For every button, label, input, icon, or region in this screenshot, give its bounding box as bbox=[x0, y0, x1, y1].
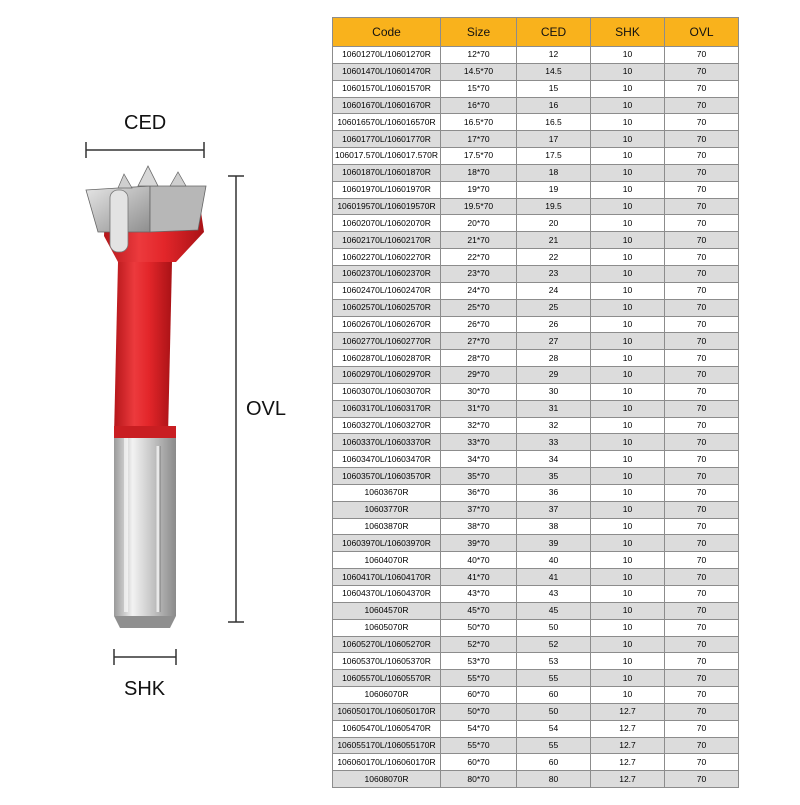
table-row bbox=[333, 636, 739, 653]
table-row bbox=[333, 771, 739, 788]
cell-code: 10606070R bbox=[333, 687, 441, 704]
table-row bbox=[333, 333, 739, 350]
cell-code: 10603670R bbox=[333, 484, 441, 501]
cell-shk: 10 bbox=[591, 417, 665, 434]
cell-code: 10605570L/10605570R bbox=[333, 670, 441, 687]
cell-code: 10605470L/10605470R bbox=[333, 720, 441, 737]
cell-shk: 10 bbox=[591, 653, 665, 670]
cell-size: 50*70 bbox=[441, 703, 517, 720]
cell-size: 25*70 bbox=[441, 299, 517, 316]
table-row bbox=[333, 653, 739, 670]
cell-ovl: 70 bbox=[665, 535, 739, 552]
table-row bbox=[333, 80, 739, 97]
cell-size: 30*70 bbox=[441, 383, 517, 400]
cell-ovl: 70 bbox=[665, 636, 739, 653]
table-row bbox=[333, 316, 739, 333]
table-row bbox=[333, 299, 739, 316]
table-row bbox=[333, 687, 739, 704]
table-row bbox=[333, 451, 739, 468]
cell-ovl: 70 bbox=[665, 350, 739, 367]
cell-shk: 12.7 bbox=[591, 737, 665, 754]
cell-shk: 10 bbox=[591, 97, 665, 114]
cell-size: 50*70 bbox=[441, 619, 517, 636]
cell-code: 10601570L/10601570R bbox=[333, 80, 441, 97]
table-row bbox=[333, 468, 739, 485]
cell-ced: 29 bbox=[517, 367, 591, 384]
cell-size: 14.5*70 bbox=[441, 63, 517, 80]
cell-size: 80*70 bbox=[441, 771, 517, 788]
cell-ovl: 70 bbox=[665, 131, 739, 148]
shk-dimension-line bbox=[114, 649, 176, 665]
cell-shk: 10 bbox=[591, 249, 665, 266]
cell-ced: 21 bbox=[517, 232, 591, 249]
cell-size: 21*70 bbox=[441, 232, 517, 249]
table-row bbox=[333, 501, 739, 518]
table-row bbox=[333, 400, 739, 417]
cell-size: 39*70 bbox=[441, 535, 517, 552]
cell-ovl: 70 bbox=[665, 299, 739, 316]
table-row bbox=[333, 518, 739, 535]
cell-shk: 10 bbox=[591, 114, 665, 131]
cell-size: 27*70 bbox=[441, 333, 517, 350]
cell-shk: 10 bbox=[591, 569, 665, 586]
cell-size: 54*70 bbox=[441, 720, 517, 737]
ced-dimension-line bbox=[86, 142, 204, 158]
cell-ced: 38 bbox=[517, 518, 591, 535]
cell-ovl: 70 bbox=[665, 417, 739, 434]
cell-size: 45*70 bbox=[441, 602, 517, 619]
header-shk: SHK bbox=[591, 18, 665, 47]
cell-ovl: 70 bbox=[665, 687, 739, 704]
header-ced: CED bbox=[517, 18, 591, 47]
cell-ced: 16.5 bbox=[517, 114, 591, 131]
table-row bbox=[333, 215, 739, 232]
cell-ced: 53 bbox=[517, 653, 591, 670]
cell-code: 10601270L/10601270R bbox=[333, 47, 441, 64]
table-row bbox=[333, 164, 739, 181]
cell-ced: 39 bbox=[517, 535, 591, 552]
cell-shk: 10 bbox=[591, 47, 665, 64]
cell-ovl: 70 bbox=[665, 198, 739, 215]
table-row bbox=[333, 586, 739, 603]
table-row bbox=[333, 131, 739, 148]
cell-code: 10604170L/10604170R bbox=[333, 569, 441, 586]
cell-ovl: 70 bbox=[665, 619, 739, 636]
cell-code: 106016570L/106016570R bbox=[333, 114, 441, 131]
cell-ovl: 70 bbox=[665, 383, 739, 400]
cell-ced: 35 bbox=[517, 468, 591, 485]
cell-ced: 36 bbox=[517, 484, 591, 501]
cell-code: 10603070L/10603070R bbox=[333, 383, 441, 400]
cell-size: 38*70 bbox=[441, 518, 517, 535]
table-row bbox=[333, 265, 739, 282]
cell-ced: 16 bbox=[517, 97, 591, 114]
cell-size: 12*70 bbox=[441, 47, 517, 64]
table-row bbox=[333, 249, 739, 266]
cell-ovl: 70 bbox=[665, 720, 739, 737]
cell-code: 10608070R bbox=[333, 771, 441, 788]
table-row bbox=[333, 63, 739, 80]
drill-bit-illustration bbox=[0, 0, 320, 800]
cell-ced: 17.5 bbox=[517, 148, 591, 165]
cell-size: 22*70 bbox=[441, 249, 517, 266]
table-row bbox=[333, 569, 739, 586]
cell-ovl: 70 bbox=[665, 114, 739, 131]
cell-size: 16*70 bbox=[441, 97, 517, 114]
cell-shk: 10 bbox=[591, 63, 665, 80]
cell-size: 24*70 bbox=[441, 282, 517, 299]
cell-shk: 10 bbox=[591, 400, 665, 417]
cell-size: 55*70 bbox=[441, 737, 517, 754]
cell-ced: 55 bbox=[517, 670, 591, 687]
table-row bbox=[333, 114, 739, 131]
cell-ced: 28 bbox=[517, 350, 591, 367]
cell-code: 10605270L/10605270R bbox=[333, 636, 441, 653]
shk-label: SHK bbox=[124, 678, 166, 700]
table-row bbox=[333, 282, 739, 299]
header-size: Size bbox=[441, 18, 517, 47]
cell-size: 43*70 bbox=[441, 586, 517, 603]
cell-ced: 26 bbox=[517, 316, 591, 333]
cell-size: 19.5*70 bbox=[441, 198, 517, 215]
cell-shk: 10 bbox=[591, 232, 665, 249]
cell-size: 15*70 bbox=[441, 80, 517, 97]
cell-code: 10602370L/10602370R bbox=[333, 265, 441, 282]
cell-shk: 10 bbox=[591, 148, 665, 165]
table-row bbox=[333, 198, 739, 215]
cell-ovl: 70 bbox=[665, 265, 739, 282]
cell-ovl: 70 bbox=[665, 80, 739, 97]
cell-ovl: 70 bbox=[665, 552, 739, 569]
cell-ced: 32 bbox=[517, 417, 591, 434]
cell-ced: 19.5 bbox=[517, 198, 591, 215]
cell-ovl: 70 bbox=[665, 586, 739, 603]
cell-code: 10602570L/10602570R bbox=[333, 299, 441, 316]
cell-ced: 43 bbox=[517, 586, 591, 603]
table-row bbox=[333, 181, 739, 198]
cell-code: 10602970L/10602970R bbox=[333, 367, 441, 384]
cell-shk: 10 bbox=[591, 333, 665, 350]
cell-ced: 80 bbox=[517, 771, 591, 788]
table-header-row bbox=[333, 18, 739, 47]
cell-shk: 10 bbox=[591, 282, 665, 299]
cell-ovl: 70 bbox=[665, 282, 739, 299]
cell-code: 10604370L/10604370R bbox=[333, 586, 441, 603]
cell-size: 60*70 bbox=[441, 754, 517, 771]
cell-size: 28*70 bbox=[441, 350, 517, 367]
cell-ced: 24 bbox=[517, 282, 591, 299]
cell-shk: 10 bbox=[591, 265, 665, 282]
cell-size: 23*70 bbox=[441, 265, 517, 282]
cell-shk: 10 bbox=[591, 316, 665, 333]
cell-code: 10602670L/10602670R bbox=[333, 316, 441, 333]
cell-ovl: 70 bbox=[665, 451, 739, 468]
cell-code: 10602070L/10602070R bbox=[333, 215, 441, 232]
cell-ced: 20 bbox=[517, 215, 591, 232]
cell-size: 40*70 bbox=[441, 552, 517, 569]
cell-code: 10601970L/10601970R bbox=[333, 181, 441, 198]
table-row bbox=[333, 754, 739, 771]
cell-ovl: 70 bbox=[665, 97, 739, 114]
spec-table bbox=[332, 17, 739, 788]
cell-ovl: 70 bbox=[665, 754, 739, 771]
cell-shk: 10 bbox=[591, 670, 665, 687]
cell-shk: 12.7 bbox=[591, 720, 665, 737]
cell-size: 18*70 bbox=[441, 164, 517, 181]
table-body bbox=[333, 47, 739, 788]
table-row bbox=[333, 148, 739, 165]
cell-ovl: 70 bbox=[665, 333, 739, 350]
cell-ced: 30 bbox=[517, 383, 591, 400]
cell-ovl: 70 bbox=[665, 249, 739, 266]
cell-ovl: 70 bbox=[665, 468, 739, 485]
table-row bbox=[333, 434, 739, 451]
cell-shk: 10 bbox=[591, 451, 665, 468]
cell-ovl: 70 bbox=[665, 501, 739, 518]
cell-code: 10603370L/10603370R bbox=[333, 434, 441, 451]
cell-ovl: 70 bbox=[665, 737, 739, 754]
cell-code: 10602170L/10602170R bbox=[333, 232, 441, 249]
cell-ced: 50 bbox=[517, 619, 591, 636]
cell-shk: 10 bbox=[591, 350, 665, 367]
cell-ovl: 70 bbox=[665, 367, 739, 384]
table-row bbox=[333, 552, 739, 569]
cell-size: 17.5*70 bbox=[441, 148, 517, 165]
cell-code: 10603270L/10603270R bbox=[333, 417, 441, 434]
cell-code: 10601470L/10601470R bbox=[333, 63, 441, 80]
cell-ced: 18 bbox=[517, 164, 591, 181]
table-row bbox=[333, 670, 739, 687]
table-row bbox=[333, 737, 739, 754]
cell-size: 26*70 bbox=[441, 316, 517, 333]
cell-size: 16.5*70 bbox=[441, 114, 517, 131]
cell-shk: 10 bbox=[591, 383, 665, 400]
cell-shk: 10 bbox=[591, 299, 665, 316]
cell-code: 106050170L/106050170R bbox=[333, 703, 441, 720]
cell-ced: 15 bbox=[517, 80, 591, 97]
cell-size: 34*70 bbox=[441, 451, 517, 468]
cell-ced: 19 bbox=[517, 181, 591, 198]
cell-code: 106055170L/106055170R bbox=[333, 737, 441, 754]
table-row bbox=[333, 367, 739, 384]
cell-shk: 10 bbox=[591, 198, 665, 215]
cell-shk: 12.7 bbox=[591, 703, 665, 720]
table-row bbox=[333, 383, 739, 400]
cell-ced: 14.5 bbox=[517, 63, 591, 80]
cell-ovl: 70 bbox=[665, 670, 739, 687]
cell-shk: 10 bbox=[591, 518, 665, 535]
cell-size: 32*70 bbox=[441, 417, 517, 434]
cell-code: 10604070R bbox=[333, 552, 441, 569]
cell-ced: 34 bbox=[517, 451, 591, 468]
cell-shk: 10 bbox=[591, 181, 665, 198]
cell-shk: 10 bbox=[591, 484, 665, 501]
cell-code: 10603770R bbox=[333, 501, 441, 518]
cell-code: 10602770L/10602770R bbox=[333, 333, 441, 350]
table-row bbox=[333, 720, 739, 737]
cell-size: 31*70 bbox=[441, 400, 517, 417]
cell-ovl: 70 bbox=[665, 148, 739, 165]
cell-code: 10601670L/10601670R bbox=[333, 97, 441, 114]
cell-ovl: 70 bbox=[665, 181, 739, 198]
cell-size: 20*70 bbox=[441, 215, 517, 232]
cell-size: 29*70 bbox=[441, 367, 517, 384]
table-row bbox=[333, 350, 739, 367]
cell-ovl: 70 bbox=[665, 484, 739, 501]
cell-ovl: 70 bbox=[665, 316, 739, 333]
table-row bbox=[333, 47, 739, 64]
cell-ced: 23 bbox=[517, 265, 591, 282]
cell-code: 10603570L/10603570R bbox=[333, 468, 441, 485]
cell-ovl: 70 bbox=[665, 215, 739, 232]
cell-code: 10601870L/10601870R bbox=[333, 164, 441, 181]
cell-ovl: 70 bbox=[665, 434, 739, 451]
table-row bbox=[333, 703, 739, 720]
cell-ced: 37 bbox=[517, 501, 591, 518]
cell-ced: 52 bbox=[517, 636, 591, 653]
cell-shk: 10 bbox=[591, 602, 665, 619]
cell-ced: 60 bbox=[517, 687, 591, 704]
cell-shk: 12.7 bbox=[591, 771, 665, 788]
cell-ovl: 70 bbox=[665, 63, 739, 80]
cell-ovl: 70 bbox=[665, 232, 739, 249]
cell-ced: 12 bbox=[517, 47, 591, 64]
cell-ced: 31 bbox=[517, 400, 591, 417]
cell-ced: 22 bbox=[517, 249, 591, 266]
table-row bbox=[333, 484, 739, 501]
cell-shk: 10 bbox=[591, 636, 665, 653]
cell-code: 10601770L/10601770R bbox=[333, 131, 441, 148]
ovl-dimension-line bbox=[228, 176, 244, 622]
cell-code: 106017.570L/106017.570R bbox=[333, 148, 441, 165]
cell-code: 10602470L/10602470R bbox=[333, 282, 441, 299]
cell-size: 17*70 bbox=[441, 131, 517, 148]
cell-size: 19*70 bbox=[441, 181, 517, 198]
cell-shk: 10 bbox=[591, 619, 665, 636]
ced-label: CED bbox=[124, 112, 167, 134]
cell-ced: 17 bbox=[517, 131, 591, 148]
drill-shank bbox=[114, 436, 176, 628]
cell-shk: 10 bbox=[591, 687, 665, 704]
cell-ced: 27 bbox=[517, 333, 591, 350]
table-row bbox=[333, 232, 739, 249]
cell-code: 10603470L/10603470R bbox=[333, 451, 441, 468]
cell-ced: 25 bbox=[517, 299, 591, 316]
cell-ovl: 70 bbox=[665, 518, 739, 535]
cell-size: 55*70 bbox=[441, 670, 517, 687]
cell-ced: 41 bbox=[517, 569, 591, 586]
cell-shk: 10 bbox=[591, 215, 665, 232]
cell-shk: 12.7 bbox=[591, 754, 665, 771]
cell-shk: 10 bbox=[591, 552, 665, 569]
cell-shk: 10 bbox=[591, 468, 665, 485]
cell-ced: 60 bbox=[517, 754, 591, 771]
table-row bbox=[333, 535, 739, 552]
cell-ovl: 70 bbox=[665, 602, 739, 619]
cell-shk: 10 bbox=[591, 164, 665, 181]
cell-code: 106019570L/106019570R bbox=[333, 198, 441, 215]
cell-shk: 10 bbox=[591, 80, 665, 97]
cell-ovl: 70 bbox=[665, 47, 739, 64]
cell-size: 37*70 bbox=[441, 501, 517, 518]
cell-ovl: 70 bbox=[665, 569, 739, 586]
cell-size: 53*70 bbox=[441, 653, 517, 670]
cell-code: 10603970L/10603970R bbox=[333, 535, 441, 552]
cell-ovl: 70 bbox=[665, 653, 739, 670]
cell-shk: 10 bbox=[591, 535, 665, 552]
cell-code: 10603170L/10603170R bbox=[333, 400, 441, 417]
header-code: Code bbox=[333, 18, 441, 47]
table-row bbox=[333, 97, 739, 114]
cell-ced: 50 bbox=[517, 703, 591, 720]
table-row bbox=[333, 619, 739, 636]
cell-code: 10603870R bbox=[333, 518, 441, 535]
cell-ced: 40 bbox=[517, 552, 591, 569]
cell-code: 10602870L/10602870R bbox=[333, 350, 441, 367]
cell-shk: 10 bbox=[591, 367, 665, 384]
cell-ced: 54 bbox=[517, 720, 591, 737]
cell-code: 10604570R bbox=[333, 602, 441, 619]
cell-ced: 33 bbox=[517, 434, 591, 451]
cell-size: 52*70 bbox=[441, 636, 517, 653]
cell-shk: 10 bbox=[591, 131, 665, 148]
cell-shk: 10 bbox=[591, 434, 665, 451]
cell-ovl: 70 bbox=[665, 703, 739, 720]
cell-size: 36*70 bbox=[441, 484, 517, 501]
table-row bbox=[333, 602, 739, 619]
cell-code: 10602270L/10602270R bbox=[333, 249, 441, 266]
cell-size: 60*70 bbox=[441, 687, 517, 704]
cell-ced: 45 bbox=[517, 602, 591, 619]
cell-code: 10605070R bbox=[333, 619, 441, 636]
cell-ced: 55 bbox=[517, 737, 591, 754]
cell-ovl: 70 bbox=[665, 400, 739, 417]
cell-size: 35*70 bbox=[441, 468, 517, 485]
table-row bbox=[333, 417, 739, 434]
header-ovl: OVL bbox=[665, 18, 739, 47]
cell-size: 33*70 bbox=[441, 434, 517, 451]
cell-size: 41*70 bbox=[441, 569, 517, 586]
cell-ovl: 70 bbox=[665, 164, 739, 181]
cell-shk: 10 bbox=[591, 501, 665, 518]
ovl-label: OVL bbox=[246, 398, 287, 420]
cell-shk: 10 bbox=[591, 586, 665, 603]
cell-ovl: 70 bbox=[665, 771, 739, 788]
cell-code: 10605370L/10605370R bbox=[333, 653, 441, 670]
cell-code: 106060170L/106060170R bbox=[333, 754, 441, 771]
